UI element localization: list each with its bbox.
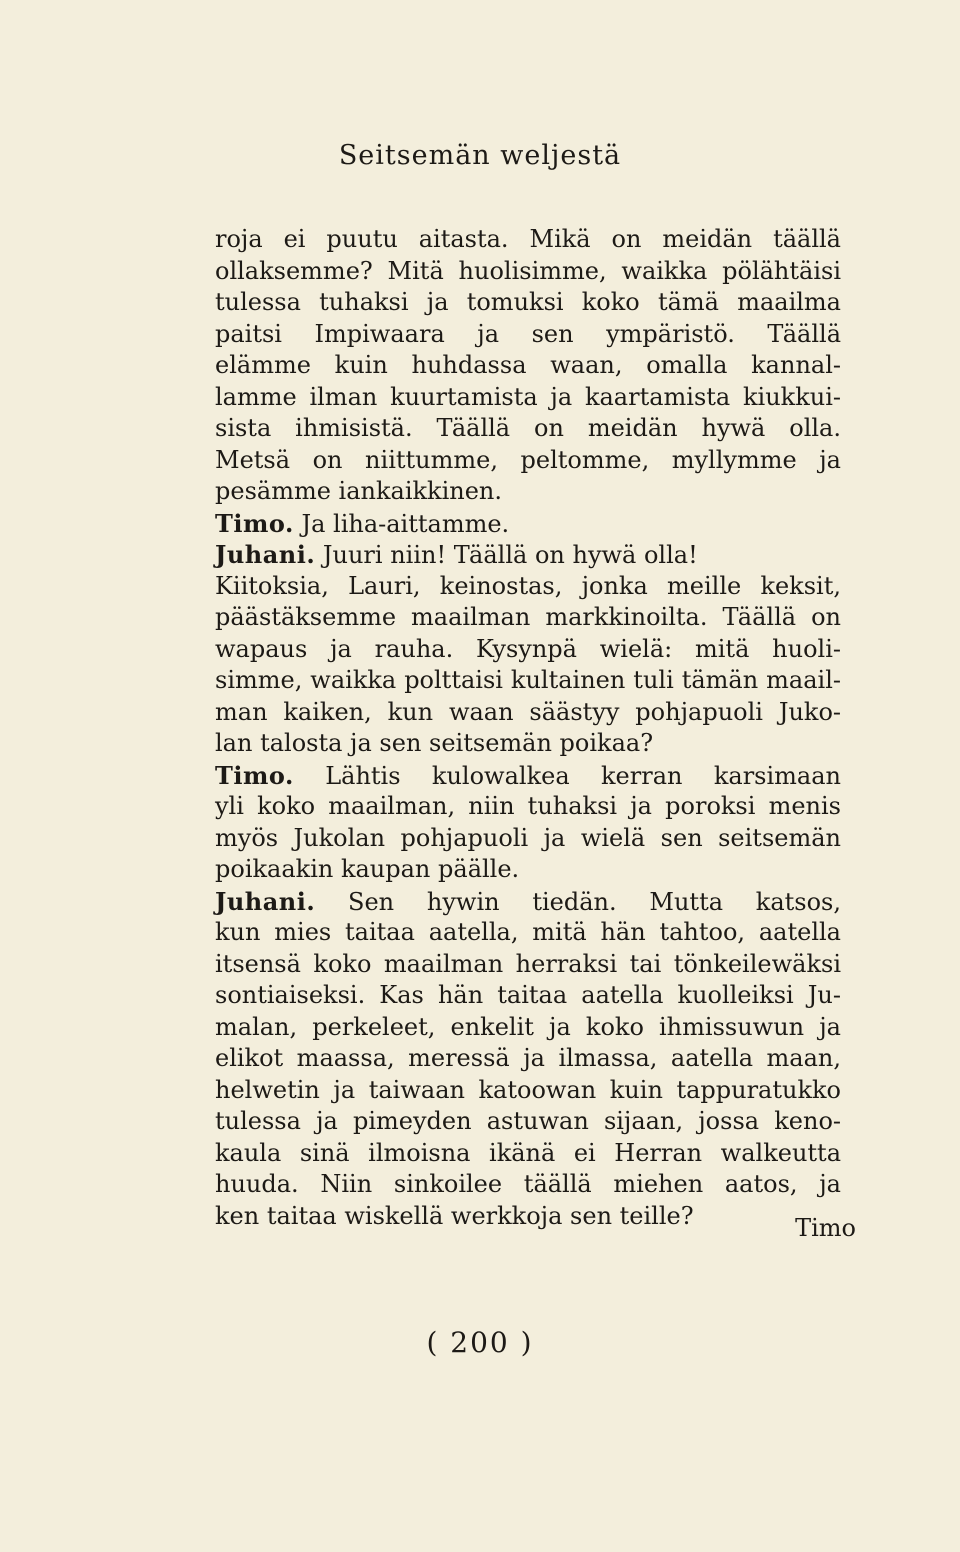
line-text: kaula sinä ilmoisna ikänä ei Herran walkeutta — [215, 1138, 841, 1167]
line-text: wapaus ja rauha. Kysynpä wielä: mitä huoli- — [215, 634, 841, 663]
text-line — [215, 602, 841, 634]
text-line — [215, 917, 841, 949]
line-text: Juuri niin! Täällä on hywä olla! — [322, 541, 698, 569]
line-text: simme, waikka polttaisi kultainen tuli tämän maail- — [215, 666, 841, 694]
line-text: sontiaiseksi. Kas hän taitaa aatella kuolleiksi Ju- — [215, 981, 841, 1009]
line-text: itsensä koko maailman herraksi tai tönkeilewäksi — [215, 949, 841, 978]
line-text: elikot maassa, meressä ja ilmassa, aatella maan, — [215, 1044, 841, 1072]
line-text: paitsi Impiwaara ja sen ympäristö. Täällä — [215, 319, 841, 348]
text-line — [215, 1075, 841, 1107]
line-text: ollaksemme? Mitä huolisimme, waikka pölähtäisi — [215, 256, 841, 285]
text-line — [215, 1106, 841, 1138]
line-text: lamme ilman kuurtamista ja kaartamista kiukkui- — [215, 382, 841, 411]
line-text: elämme kuin huhdassa waan, omalla kannal- — [215, 351, 841, 379]
text-line — [215, 382, 841, 414]
text-line — [215, 823, 841, 855]
text-line — [215, 350, 841, 382]
line-text: malan, perkeleet, enkelit ja koko ihmissuwun ja — [215, 1012, 841, 1041]
line-text: kun mies taitaa aatella, mitä hän tahtoo, aatella — [215, 918, 841, 946]
text-line — [215, 854, 841, 886]
line-text: poikaakin kaupan päälle. — [215, 855, 520, 883]
text-line — [215, 634, 841, 666]
body-text — [215, 224, 841, 1232]
line-text: man kaiken, kun waan säästyy pohjapuoli Juko- — [215, 697, 841, 726]
line-text: Ja liha-aittamme. — [301, 509, 510, 538]
text-line — [215, 886, 841, 918]
text-line — [215, 571, 841, 603]
text-line — [215, 539, 841, 571]
line-text: ken taitaa wiskellä werkkoja sen teille? — [215, 1201, 694, 1230]
speaker-name: Timo. — [215, 760, 294, 790]
text-line — [215, 445, 841, 477]
page-number: ( 200 ) — [426, 1326, 534, 1359]
text-line — [215, 1201, 841, 1233]
text-line — [215, 665, 841, 697]
line-text: lan talosta ja sen seitsemän poikaa? — [215, 729, 654, 757]
speaker-name: Juhani. — [215, 540, 316, 569]
line-text: yli koko maailman, niin tuhaksi ja poroksi menis — [215, 792, 841, 820]
text-line — [215, 697, 841, 729]
text-line — [215, 1043, 841, 1075]
text-line — [215, 791, 841, 823]
text-line — [215, 319, 841, 351]
line-text: Sen hywin tiedän. Mutta katsos, — [348, 887, 841, 916]
text-line — [215, 508, 841, 540]
text-line — [215, 728, 841, 760]
text-line — [215, 224, 841, 256]
line-text: tulessa tuhaksi ja tomuksi koko tämä maailma — [215, 288, 841, 316]
line-text: Lähtis kulowalkea kerran karsimaan — [325, 761, 841, 790]
line-text: Kiitoksia, Lauri, keinostas, jonka meille keksit, — [215, 571, 841, 600]
text-line — [215, 476, 841, 508]
text-line — [215, 1138, 841, 1170]
line-text: roja ei puutu aitasta. Mikä on meidän täällä — [215, 225, 841, 253]
text-line — [215, 980, 841, 1012]
line-text: sista ihmisistä. Täällä on meidän hywä olla. — [215, 414, 841, 442]
line-text: päästäksemme maailman markkinoilta. Täällä on — [215, 603, 841, 631]
line-text: pesämme iankaikkinen. — [215, 477, 503, 505]
text-line — [215, 256, 841, 288]
text-line — [215, 413, 841, 445]
speaker-name: Juhani. — [215, 886, 316, 916]
line-text: tulessa ja pimeyden astuwan sijaan, jossa keno- — [215, 1107, 841, 1135]
text-line — [215, 949, 841, 981]
text-line — [215, 287, 841, 319]
line-text: Metsä on niittumme, peltomme, myllymme ja — [215, 445, 841, 474]
catchword: Timo — [795, 1214, 856, 1242]
line-text: myös Jukolan pohjapuoli ja wielä sen seitsemän — [215, 823, 841, 852]
line-text: huuda. Niin sinkoilee täällä miehen aatos, ja — [215, 1170, 841, 1198]
running-header: Seitsemän weljestä — [338, 140, 622, 171]
line-text: helwetin ja taiwaan katoowan kuin tappuratukko — [215, 1075, 841, 1104]
speaker-name: Timo. — [215, 508, 294, 538]
text-line — [215, 1012, 841, 1044]
text-line — [215, 760, 841, 792]
text-line — [215, 1169, 841, 1201]
